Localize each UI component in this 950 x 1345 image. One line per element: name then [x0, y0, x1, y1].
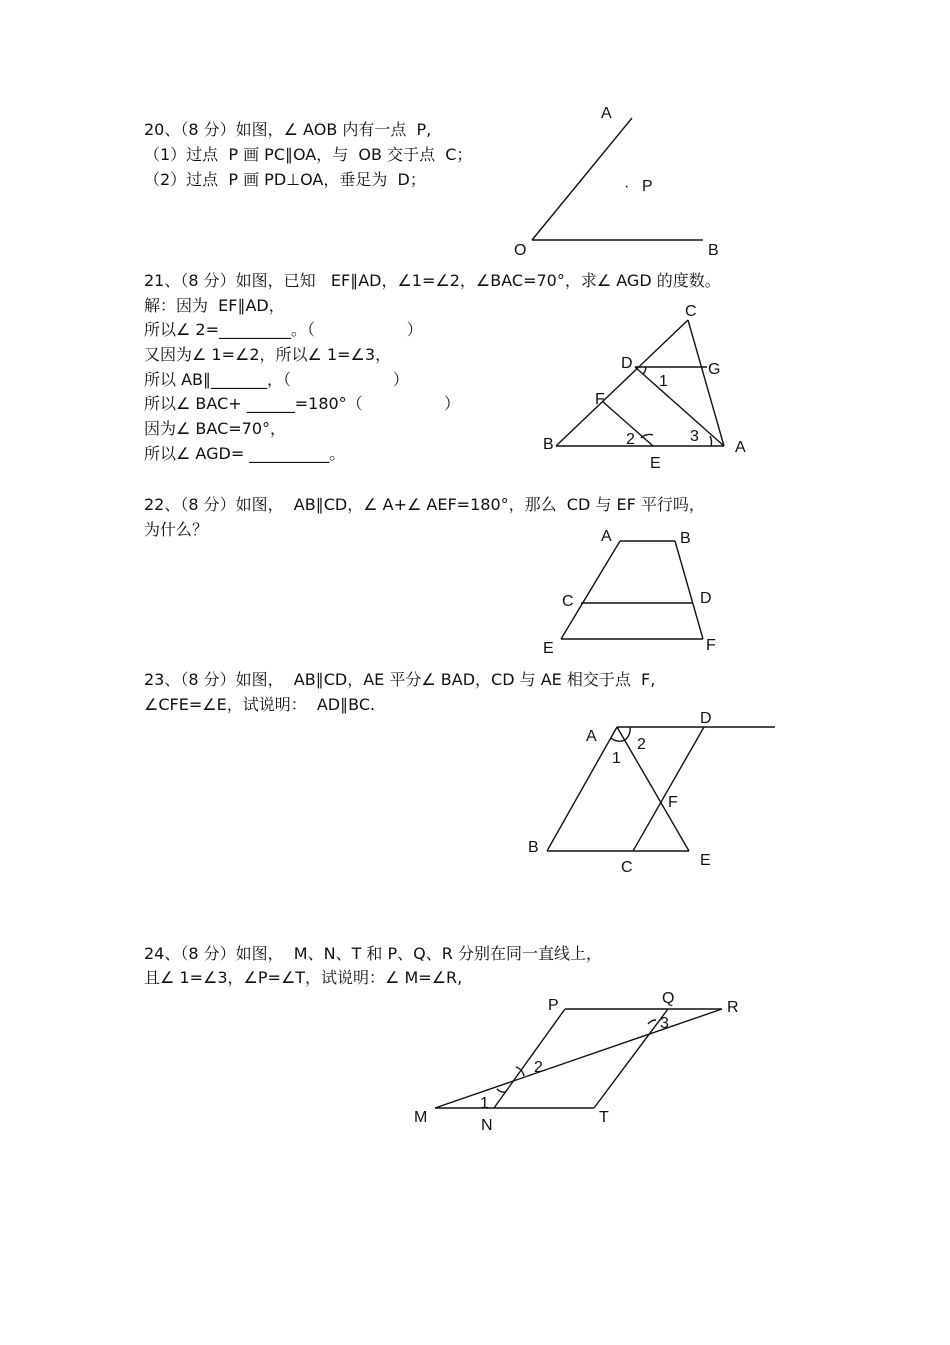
p21-label-D: D [621, 355, 633, 372]
p22-label-F: F [706, 637, 716, 654]
p21-label-G: G [708, 361, 721, 378]
p20-line-1: 20、（8 分）如图，∠ AOB 内有一点 P, [144, 120, 432, 139]
p21-line-1: 21、（8 分）如图，已知 EF∥AD，∠1=∠2，∠BAC=70°，求∠ AGD 的度数。 [144, 271, 721, 290]
p24-label-P: P [548, 997, 559, 1014]
p21-line-7: 因为∠ BAC=70°， [144, 419, 287, 438]
p21-line-3: 所以∠ 2=_________。（ ） [144, 320, 423, 339]
p23-label-2: 2 [637, 736, 646, 753]
p21-line-4: 又因为∠ 1=∠2，所以∠ 1=∠3， [144, 345, 392, 364]
p21-label-3: 3 [690, 428, 699, 445]
p21-label-F: F [595, 391, 605, 408]
p20-point-dot: · [624, 178, 630, 195]
p22-label-A: A [601, 528, 612, 545]
p21-line-5: 所以 AB∥_______，（ ） [144, 370, 409, 389]
p24-line-2: 且∠ 1=∠3，∠P=∠T，试说明：∠ M=∠R, [144, 968, 463, 987]
p22-label-D: D [700, 590, 712, 607]
p23-line-2: ∠CFE=∠E，试说明： AD∥BC. [144, 695, 376, 714]
p20-line-3: （2）过点 P 画 PD⊥OA，垂足为 D； [144, 170, 426, 189]
p23-label-C: C [621, 859, 633, 876]
p23-label-1: 1 [612, 750, 621, 767]
p21-line-8: 所以∠ AGD= __________。 [144, 444, 346, 463]
p20-label-O: O [514, 242, 527, 259]
p21-label-C: C [685, 303, 697, 320]
p24-label-2: 2 [534, 1059, 543, 1076]
p22-line-1: 22、（8 分）如图， AB∥CD，∠ A+∠ AEF=180°，那么 CD 与 EF 平行吗， [144, 495, 705, 514]
p20-label-B: B [708, 242, 719, 259]
p21-label-1: 1 [659, 373, 668, 390]
p24-label-N: N [481, 1117, 493, 1134]
p24-label-1: 1 [480, 1095, 489, 1112]
p21-label-B: B [543, 436, 554, 453]
p24-label-M: M [414, 1109, 428, 1126]
p23-label-D: D [700, 710, 712, 727]
p22-label-B: B [680, 530, 691, 547]
p20-line-2: （1）过点 P 画 PC∥OA，与 OB 交于点 C； [144, 145, 473, 164]
p23-label-F: F [668, 794, 678, 811]
p21-label-A: A [735, 439, 746, 456]
p22-label-E: E [543, 640, 554, 657]
p23-line-1: 23、（8 分）如图， AB∥CD，AE 平分∠ BAD，CD 与 AE 相交于点 F, [144, 670, 656, 689]
p20-label-P: P [642, 178, 653, 195]
p20-label-A: A [601, 105, 612, 122]
p21-label-E: E [650, 455, 661, 472]
p23-label-A: A [586, 728, 597, 745]
p23-label-E: E [700, 852, 711, 869]
p24-label-Q: Q [662, 990, 675, 1007]
p21-line-2: 解：因为 EF∥AD， [144, 296, 285, 315]
p24-label-3: 3 [660, 1015, 669, 1032]
p21-line-6: 所以∠ BAC+ ______=180°（ ） [144, 394, 461, 413]
p24-line-1: 24、（8 分）如图， M、N、T 和 P、Q、R 分别在同一直线上， [144, 944, 602, 963]
p24-label-T: T [599, 1109, 609, 1126]
p21-label-2: 2 [626, 431, 635, 448]
p23-label-B: B [528, 839, 539, 856]
p24-label-R: R [727, 999, 739, 1016]
p22-line-2: 为什么？ [144, 520, 209, 539]
p22-label-C: C [562, 593, 574, 610]
